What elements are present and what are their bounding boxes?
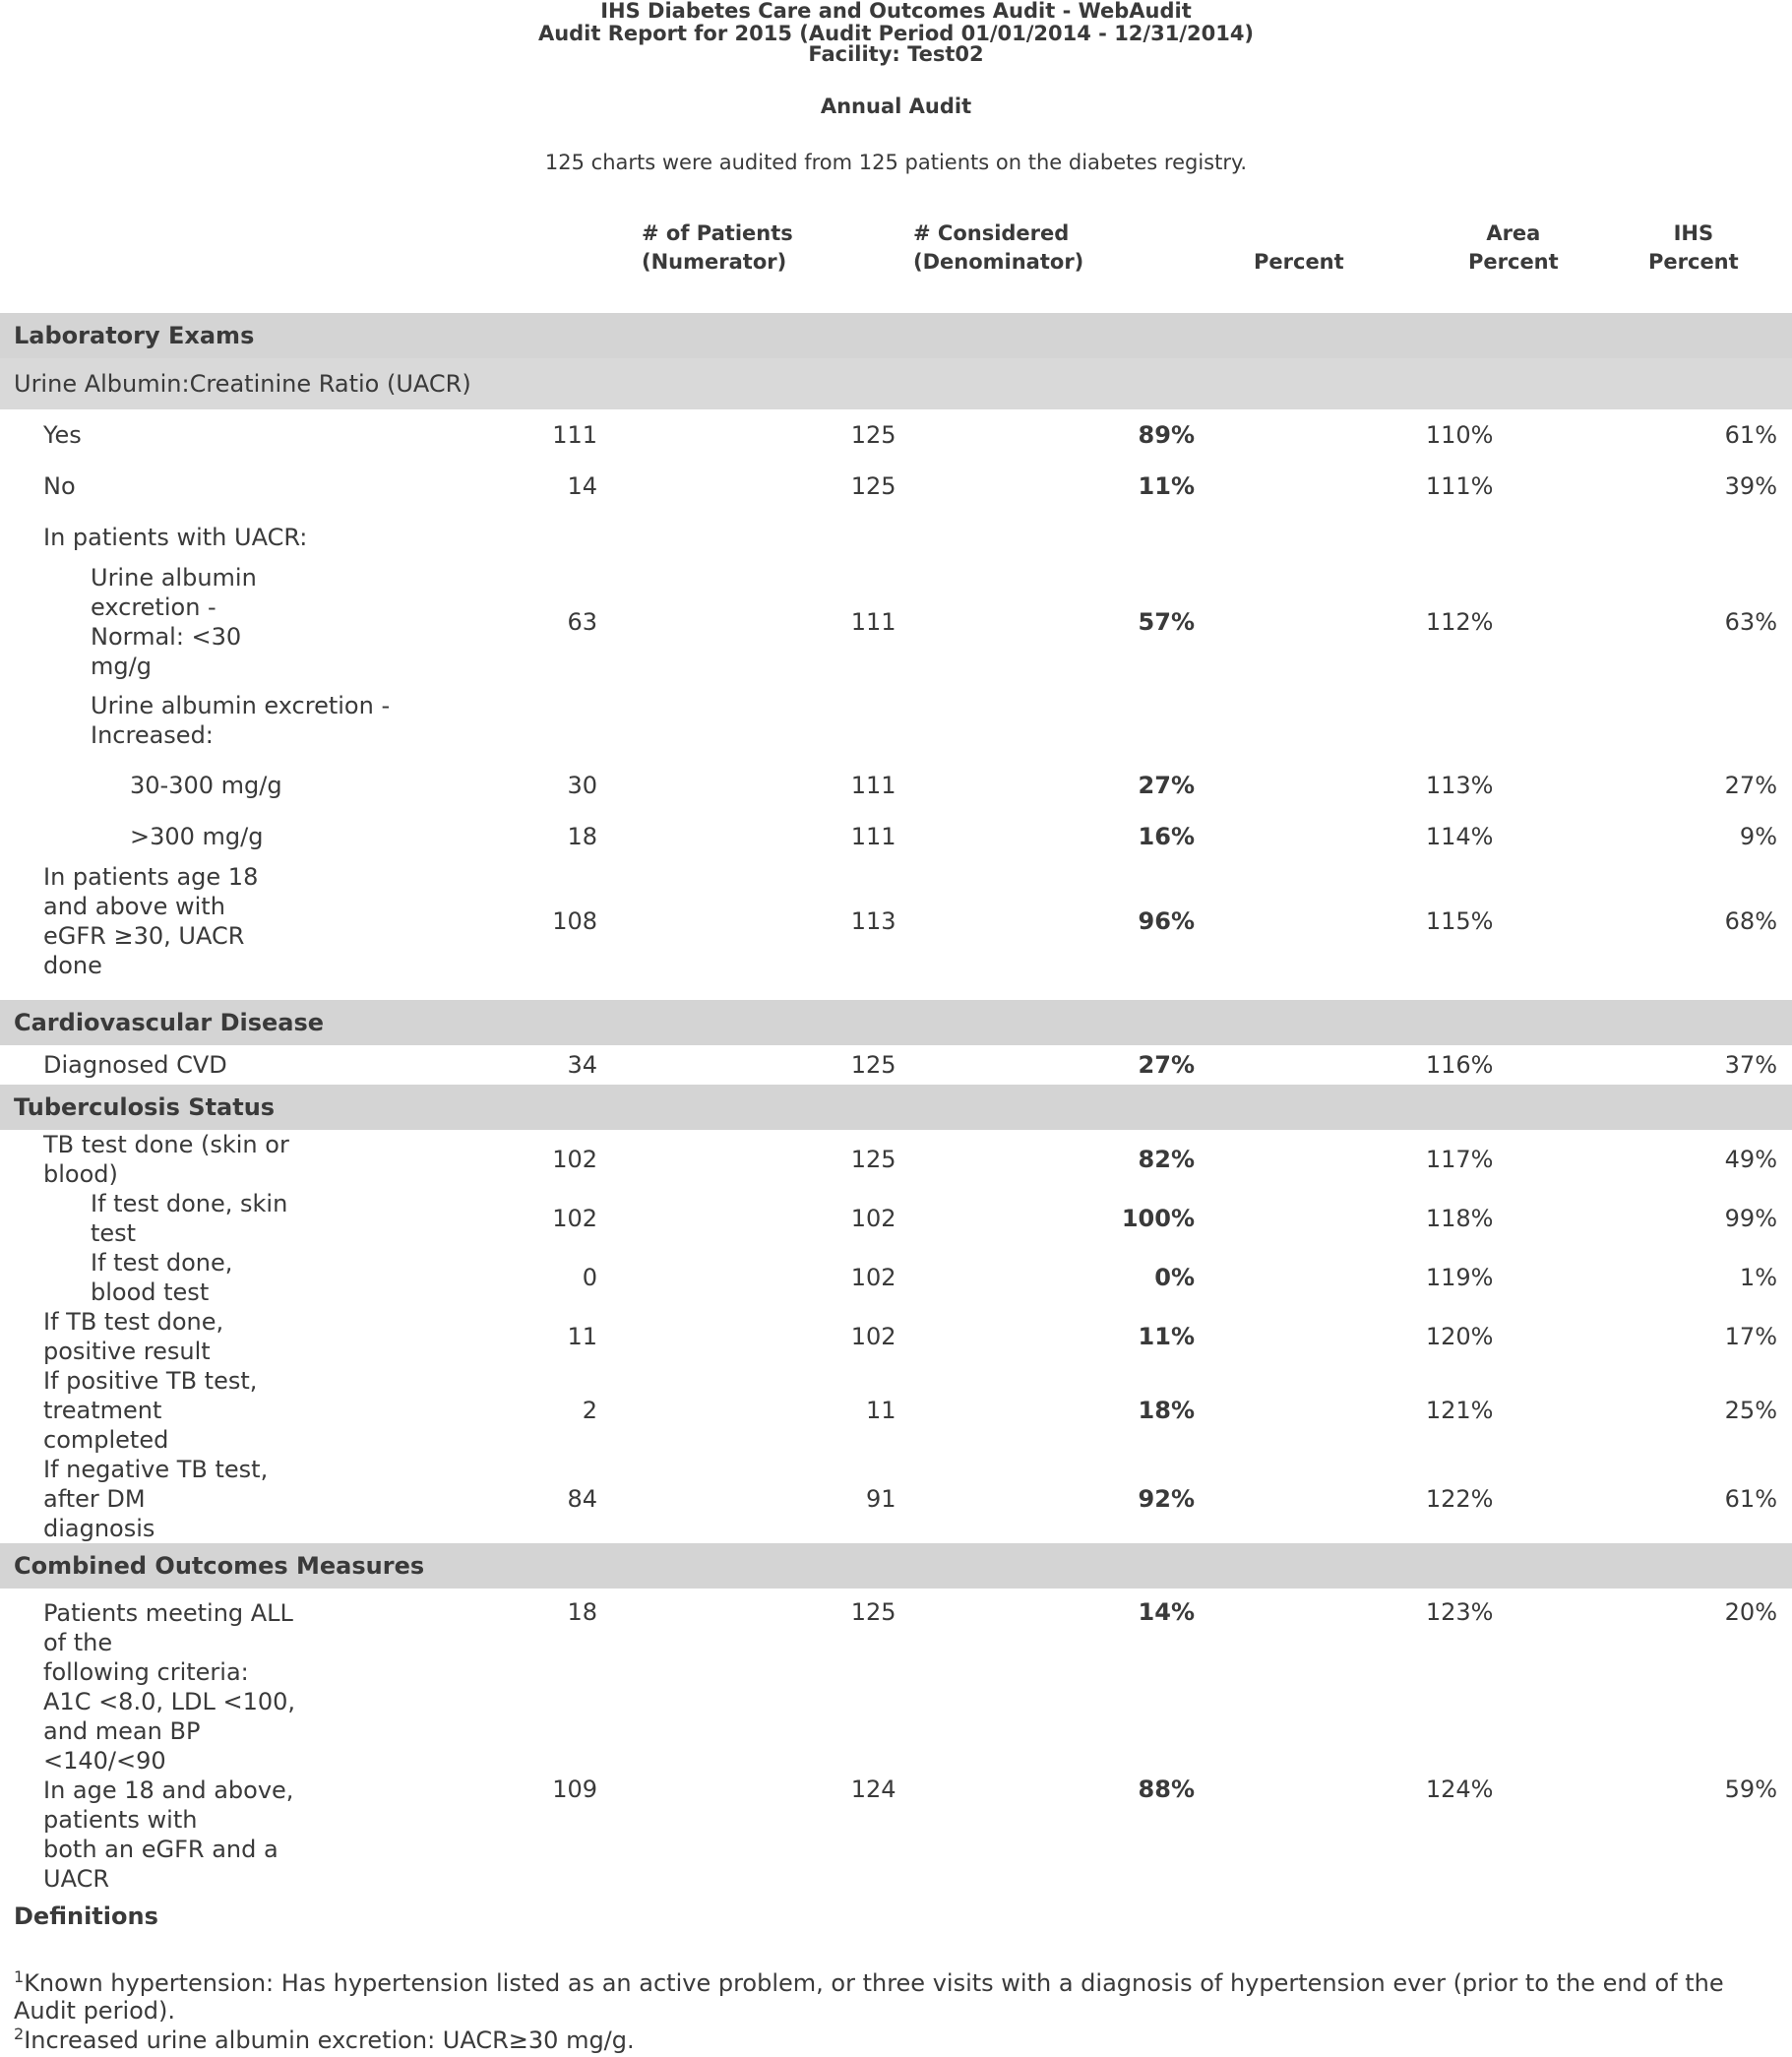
ihs-percent-cell: 1% [1739,1264,1777,1291]
numerator-cell: 108 [552,907,597,935]
denominator-cell: 111 [850,823,896,850]
percent-cell: 27% [1138,772,1195,799]
row-label: No [43,472,76,500]
ihs-percent-cell: 49% [1724,1146,1777,1173]
denominator-cell: 125 [850,472,896,500]
col-numerator-header [642,219,793,277]
audit-table [0,313,1792,1894]
col-area-line1: Area [1486,221,1541,245]
denominator-cell: 111 [850,772,896,799]
denominator-cell: 125 [850,1598,896,1626]
table-row [0,1307,1792,1366]
col-area-line2: Percent [1468,250,1559,274]
percent-cell: 88% [1138,1776,1195,1803]
section-tb: Tuberculosis Status [0,1085,1792,1130]
section-header [0,1085,1792,1130]
percent-cell: 100% [1121,1205,1195,1232]
spacer-row [0,980,1792,1000]
ihs-percent-cell: 61% [1724,1485,1777,1513]
area-percent-cell: 115% [1425,907,1494,935]
area-percent-cell: 124% [1425,1776,1494,1803]
numerator-cell: 102 [552,1205,597,1232]
area-percent-cell: 113% [1425,772,1494,799]
table-row [0,1248,1792,1307]
numerator-cell: 11 [567,1323,597,1350]
table-row [0,681,1792,760]
table-row [0,811,1792,862]
col-area-header [1468,219,1559,277]
numerator-cell: 102 [552,1146,597,1173]
denominator-cell: 102 [850,1205,896,1232]
numerator-cell: 18 [567,823,597,850]
area-percent-cell: 121% [1425,1397,1494,1424]
table-row [0,862,1792,980]
denominator-cell: 124 [850,1776,896,1803]
numerator-cell: 2 [582,1397,597,1424]
ihs-percent-cell: 61% [1724,421,1777,449]
row-label: 30-300 mg/g [130,772,282,799]
audit-period: Audit Report for 2015 (Audit Period 01/01/2014 - 12/31/2014) [537,22,1255,45]
col-numerator-line1: # of Patients [642,221,793,245]
row-label: If test done, skin test [91,1190,288,1247]
area-percent-cell: 117% [1425,1146,1494,1173]
table-row [0,512,1792,563]
area-percent-cell: 119% [1425,1264,1494,1291]
percent-cell: 0% [1154,1264,1195,1291]
percent-cell: 14% [1138,1598,1195,1626]
definition-item [14,1964,1775,2025]
numerator-cell: 109 [552,1776,597,1803]
section-cvd: Cardiovascular Disease [0,1000,1792,1045]
percent-cell: 27% [1138,1051,1195,1079]
section-header [0,313,1792,358]
area-percent-cell: 110% [1425,421,1494,449]
percent-cell: 96% [1138,907,1195,935]
row-label: Patients meeting ALL of the following criteria: A1C <8.0, LDL <100, and mean BP <140/<90 [43,1599,296,1775]
footnote-marker: 1 [14,1967,25,1986]
denominator-cell: 125 [850,1051,896,1079]
row-label: Diagnosed CVD [43,1051,227,1079]
row-label: In patients with UACR: [43,524,308,551]
audit-summary: 125 charts were audited from 125 patients on the diabetes registry. [544,151,1248,174]
area-percent-cell: 116% [1425,1051,1494,1079]
denominator-cell: 113 [850,907,896,935]
numerator-cell: 63 [567,608,597,636]
table-row [0,409,1792,461]
row-label: In age 18 and above, patients with both an eGFR and a UACR [43,1776,294,1893]
row-label: >300 mg/g [130,823,264,850]
ihs-percent-cell: 27% [1724,772,1777,799]
row-label: If negative TB test, after DM diagnosis [43,1456,269,1542]
row-label: Urine albumin excretion - Normal: <30 mg/g [91,564,257,680]
ihs-percent-cell: 25% [1724,1397,1777,1424]
footnote-marker: 2 [14,2025,25,2043]
percent-cell: 92% [1138,1485,1195,1513]
area-percent-cell: 112% [1425,608,1494,636]
col-ihs-line2: Percent [1648,250,1739,274]
denominator-cell: 125 [850,421,896,449]
numerator-cell: 14 [567,472,597,500]
area-percent-cell: 114% [1425,823,1494,850]
row-label: If TB test done, positive result [43,1308,224,1365]
definition-item [14,2021,635,2054]
col-denominator-header [913,219,1083,277]
ihs-percent-cell: 59% [1724,1776,1777,1803]
numerator-cell: 18 [567,1598,597,1626]
row-label: Urine albumin excretion - Increased: [91,692,391,749]
ihs-percent-cell: 99% [1724,1205,1777,1232]
percent-cell: 82% [1138,1146,1195,1173]
ihs-percent-cell: 68% [1724,907,1777,935]
percent-cell: 11% [1138,1323,1195,1350]
area-percent-cell: 120% [1425,1323,1494,1350]
definitions-title: Definitions [14,1902,158,1930]
percent-cell: 11% [1138,472,1195,500]
col-ihs-header [1648,219,1739,277]
col-ihs-line1: IHS [1673,221,1714,245]
subsection-uacr: Urine Albumin:Creatinine Ratio (UACR) [0,358,1792,409]
section-header [0,1000,1792,1045]
table-row [0,760,1792,811]
percent-cell: 89% [1138,421,1195,449]
percent-cell: 16% [1138,823,1195,850]
table-row [0,1455,1792,1543]
table-row [0,563,1792,681]
section-lab: Laboratory Exams [0,313,1792,358]
area-percent-cell: 111% [1425,472,1494,500]
definition-text: Increased urine albumin excretion: UACR≥30 mg/g. [24,2026,635,2054]
col-percent-header: Percent [1254,250,1344,274]
numerator-cell: 30 [567,772,597,799]
facility-name: Facility: Test02 [808,42,984,66]
table-row [0,1045,1792,1085]
numerator-cell: 111 [552,421,597,449]
table-row [0,1130,1792,1189]
percent-cell: 57% [1138,608,1195,636]
report-title: IHS Diabetes Care and Outcomes Audit - WebAudit [600,0,1192,23]
ihs-percent-cell: 9% [1739,823,1777,850]
col-denominator-line1: # Considered [913,221,1070,245]
numerator-cell: 34 [567,1051,597,1079]
table-row [0,1366,1792,1455]
ihs-percent-cell: 39% [1724,472,1777,500]
ihs-percent-cell: 17% [1724,1323,1777,1350]
row-label: In patients age 18 and above with eGFR ≥30, UACR done [43,863,259,979]
row-label: If test done, blood test [91,1249,233,1306]
section-header [0,1543,1792,1589]
audit-type: Annual Audit [820,94,972,118]
ihs-percent-cell: 63% [1724,608,1777,636]
table-row [0,1776,1792,1894]
spacer-cell [0,980,1792,1000]
table-row [0,1589,1792,1776]
denominator-cell: 102 [850,1323,896,1350]
ihs-percent-cell: 37% [1724,1051,1777,1079]
row-label: TB test done (skin or blood) [43,1131,289,1188]
denominator-cell: 91 [865,1485,896,1513]
ihs-percent-cell: 20% [1724,1598,1777,1626]
denominator-cell: 111 [850,608,896,636]
area-percent-cell: 122% [1425,1485,1494,1513]
subsection-header [0,358,1792,409]
area-percent-cell: 118% [1425,1205,1494,1232]
denominator-cell: 125 [850,1146,896,1173]
numerator-cell: 0 [582,1264,597,1291]
numerator-cell: 84 [567,1485,597,1513]
section-combined: Combined Outcomes Measures [0,1543,1792,1589]
denominator-cell: 102 [850,1264,896,1291]
col-numerator-line2: (Numerator) [642,250,787,274]
row-label: If positive TB test, treatment completed [43,1367,258,1454]
table-row [0,1189,1792,1248]
table-row [0,461,1792,512]
denominator-cell: 11 [865,1397,896,1424]
definition-text: Known hypertension: Has hypertension listed as an active problem, or three visits with a diagnosis of hypertension ever (prior to the end of the Audit period). [14,1969,1724,2025]
area-percent-cell: 123% [1425,1598,1494,1626]
percent-cell: 18% [1138,1397,1195,1424]
row-label: Yes [43,421,82,449]
col-denominator-line2: (Denominator) [913,250,1084,274]
